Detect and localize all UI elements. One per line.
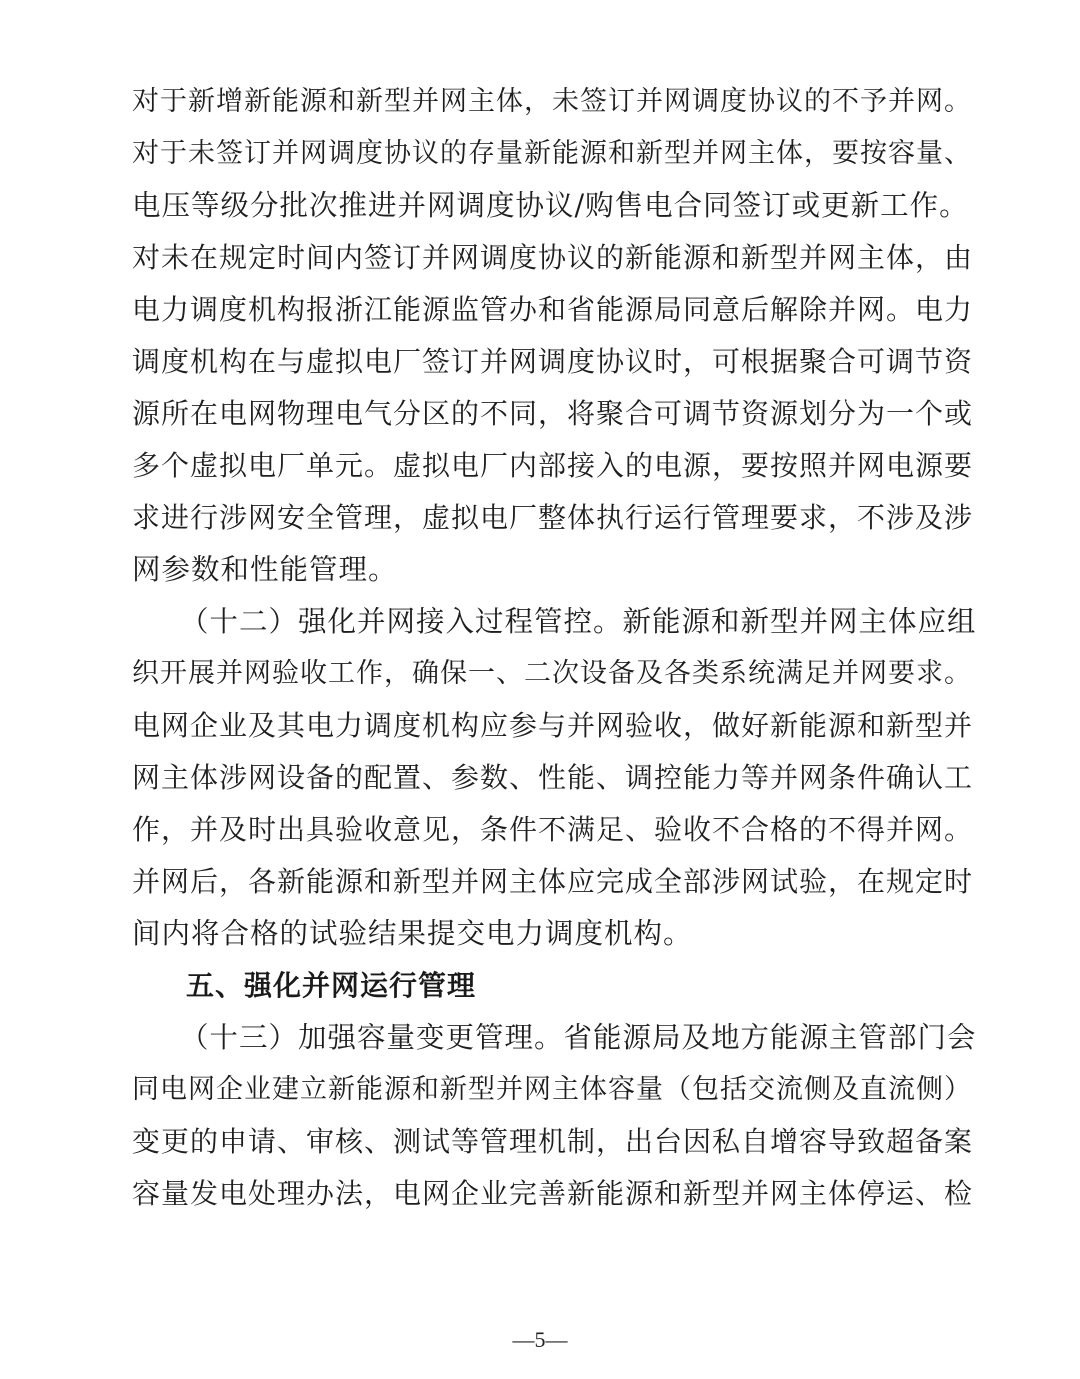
text-line: 多个虚拟电厂单元。虚拟电厂内部接入的电源，要按照并网电源要 bbox=[132, 449, 974, 482]
text-line: 变更的申请、审核、测试等管理机制，出台因私自增容导致超备案 bbox=[132, 1125, 974, 1158]
text-line: 并网后，各新能源和新型并网主体应完成全部涉网试验，在规定时 bbox=[132, 865, 974, 898]
text-line: 电压等级分批次推进并网调度协议/购售电合同签订或更新工作。 bbox=[132, 189, 969, 222]
paragraph-first-line: （十二）强化并网接入过程管控。新能源和新型并网主体应组 bbox=[180, 605, 977, 638]
text-line: 容量发电处理办法，电网企业完善新能源和新型并网主体停运、检 bbox=[132, 1177, 974, 1210]
section-heading: 五、强化并网运行管理 bbox=[186, 969, 477, 1002]
paragraph-first-line: （十三）加强容量变更管理。省能源局及地方能源主管部门会 bbox=[180, 1021, 977, 1054]
text-line: 作，并及时出具验收意见，条件不满足、验收不合格的不得并网。 bbox=[132, 813, 974, 846]
text-line: 对未在规定时间内签订并网调度协议的新能源和新型并网主体，由 bbox=[132, 241, 974, 274]
text-line: 织开展并网验收工作，确保一、二次设备及各类系统满足并网要求。 bbox=[132, 658, 972, 689]
text-line: 电网企业及其电力调度机构应参与并网验收，做好新能源和新型并 bbox=[132, 709, 974, 742]
text-line: 网主体涉网设备的配置、参数、性能、调控能力等并网条件确认工 bbox=[132, 761, 974, 794]
text-line: 网参数和性能管理。 bbox=[132, 553, 398, 586]
text-line: 电力调度机构报浙江能源监管办和省能源局同意后解除并网。电力 bbox=[132, 293, 974, 326]
text-line: 同电网企业建立新能源和新型并网主体容量（包括交流侧及直流侧） bbox=[132, 1074, 972, 1105]
text-line: 求进行涉网安全管理，虚拟电厂整体执行运行管理要求，不涉及涉 bbox=[132, 501, 974, 534]
page-number: —5— bbox=[512, 1327, 568, 1352]
text-line: 对于未签订并网调度协议的存量新能源和新型并网主体，要按容量、 bbox=[132, 138, 972, 169]
text-line: 对于新增新能源和新型并网主体，未签订并网调度协议的不予并网。 bbox=[132, 86, 972, 117]
text-line: 调度机构在与虚拟电厂签订并网调度协议时，可根据聚合可调节资 bbox=[132, 345, 974, 378]
text-line: 间内将合格的试验结果提交电力调度机构。 bbox=[132, 917, 693, 950]
text-line: 源所在电网物理电气分区的不同，将聚合可调节资源划分为一个或 bbox=[132, 397, 974, 430]
